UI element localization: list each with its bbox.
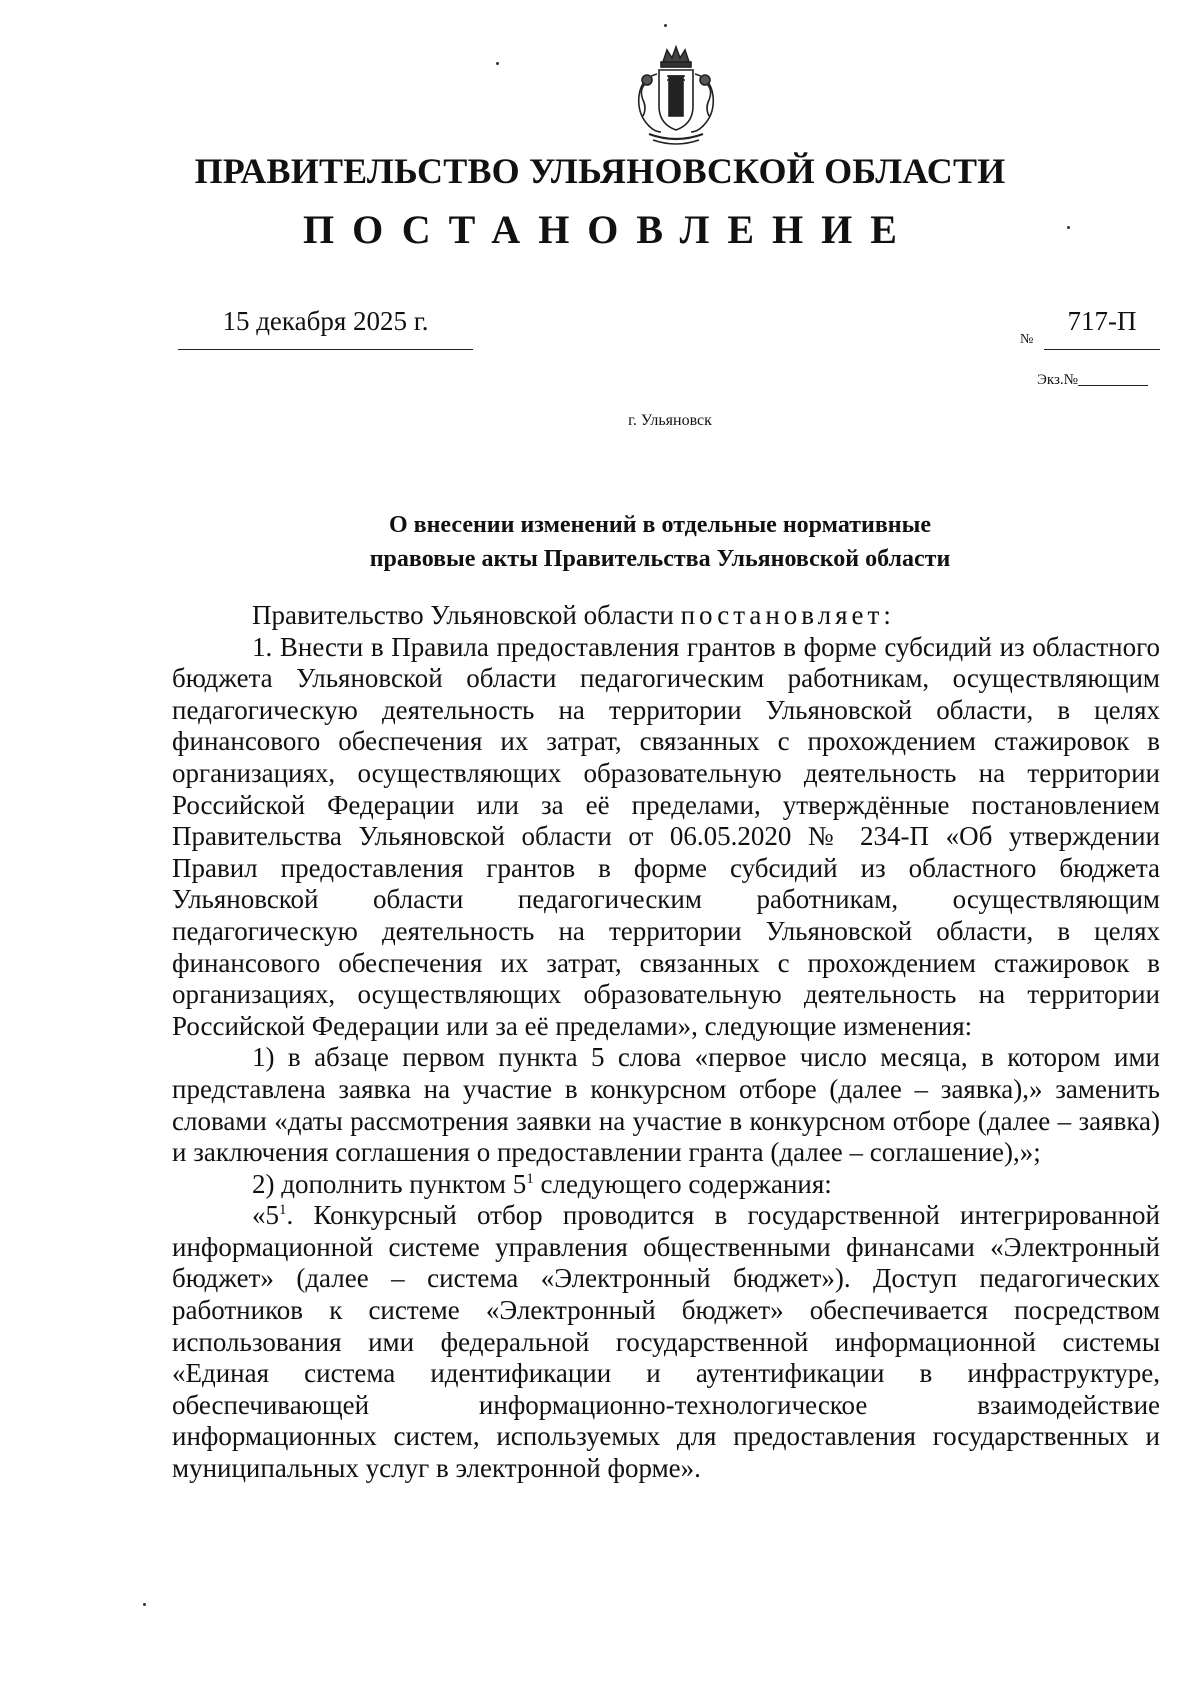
document-type-title: ПОСТАНОВЛЕНИЕ <box>303 207 915 252</box>
quote-superscript: 1 <box>279 1202 287 1219</box>
scan-speck <box>1067 226 1070 229</box>
scan-speck <box>496 62 499 65</box>
scan-speck <box>664 24 667 27</box>
subitem-1-paragraph: 1) в абзаце первом пункта 5 слова «первое число месяца, в котором ими представлена заявка на участие в конкурсном отборе (далее – заявка),» заменить словами «даты рассмотрения заявки на участие в конкурсном отборе (далее – заявка) и заключения соглашения о предоставлении гранта (далее – соглашение),»; <box>172 1042 1160 1168</box>
item-1-paragraph: 1. Внести в Правила предоставления грантов в форме субсидий из областного бюджета Ульяновской области педагогическим работникам, осуществляющим педагогическую деятельность на территории Ульяновской области, в целях финансового обеспечения их затрат, связанных с прохождением стажировок в организациях, осуществляющих образовательную деятельность на территории Российской Федерации или за её пределами, утверждённые постановлением Правительства Ульяновской области от 06.05.2020 № 234-П «Об утверждении Правил предоставления грантов в форме субсидий из областного бюджета Ульяновской области педагогическим работникам, осуществляющим педагогическую деятельность на территории Ульяновской области, в целях финансового обеспечения их затрат, связанных с прохождением стажировок в организациях, осуществляющих образовательную деятельность на территории Российской Федерации или за её пределами», следующие изменения: <box>172 631 1160 1041</box>
document-date: 15 декабря 2025 г. <box>178 306 473 350</box>
subitem-2-superscript: 1 <box>526 1170 534 1187</box>
scan-speck <box>143 1603 146 1606</box>
intro-verb: постановляет: <box>680 600 895 630</box>
heading-line-2: правовые акты Правительства Ульяновской области <box>369 546 951 572</box>
heading-line-1: О внесении изменений в отдельные нормативные <box>388 512 932 538</box>
intro-paragraph <box>172 600 1160 632</box>
quote-prefix: «5 <box>252 1200 279 1231</box>
city-of-issue: г. Ульяновск <box>628 412 712 429</box>
copy-number-blank <box>1078 385 1148 386</box>
subitem-2-prefix: 2) дополнить пунктом 5 <box>252 1168 527 1199</box>
subitem-2-paragraph <box>172 1169 1160 1201</box>
coat-of-arms-emblem <box>627 44 725 148</box>
intro-prefix: Правительство Ульяновской области <box>252 600 681 630</box>
number-sign: № <box>1020 332 1034 347</box>
quoted-clause-paragraph <box>172 1200 1160 1484</box>
quote-text: . Конкурсный отбор проводится в государственной интегрированной информационной системе управления общественными финансами «Электронный бюджет» (далее – система «Электронный бюджет»). Доступ педагогических работников к системе «Электронный бюджет» обеспечивается посредством использования ими федеральной государственной информационной системы «Единая система идентификации и аутентификации в инфраструктуре, обеспечивающей информационно-технологическое взаимодействие информационных систем, используемых для предоставления государственных и муниципальных услуг в электронной форме». <box>172 1200 1160 1484</box>
document-heading <box>0 508 1200 576</box>
document-number: 717-П <box>1044 306 1160 350</box>
copy-number-label: Экз.№ <box>1037 372 1078 388</box>
document-body <box>172 600 1160 1485</box>
copy-number-field <box>1037 372 1148 389</box>
subitem-2-suffix: следующего содержания: <box>533 1168 832 1199</box>
government-title: ПРАВИТЕЛЬСТВО УЛЬЯНОВСКОЙ ОБЛАСТИ <box>194 151 1006 191</box>
